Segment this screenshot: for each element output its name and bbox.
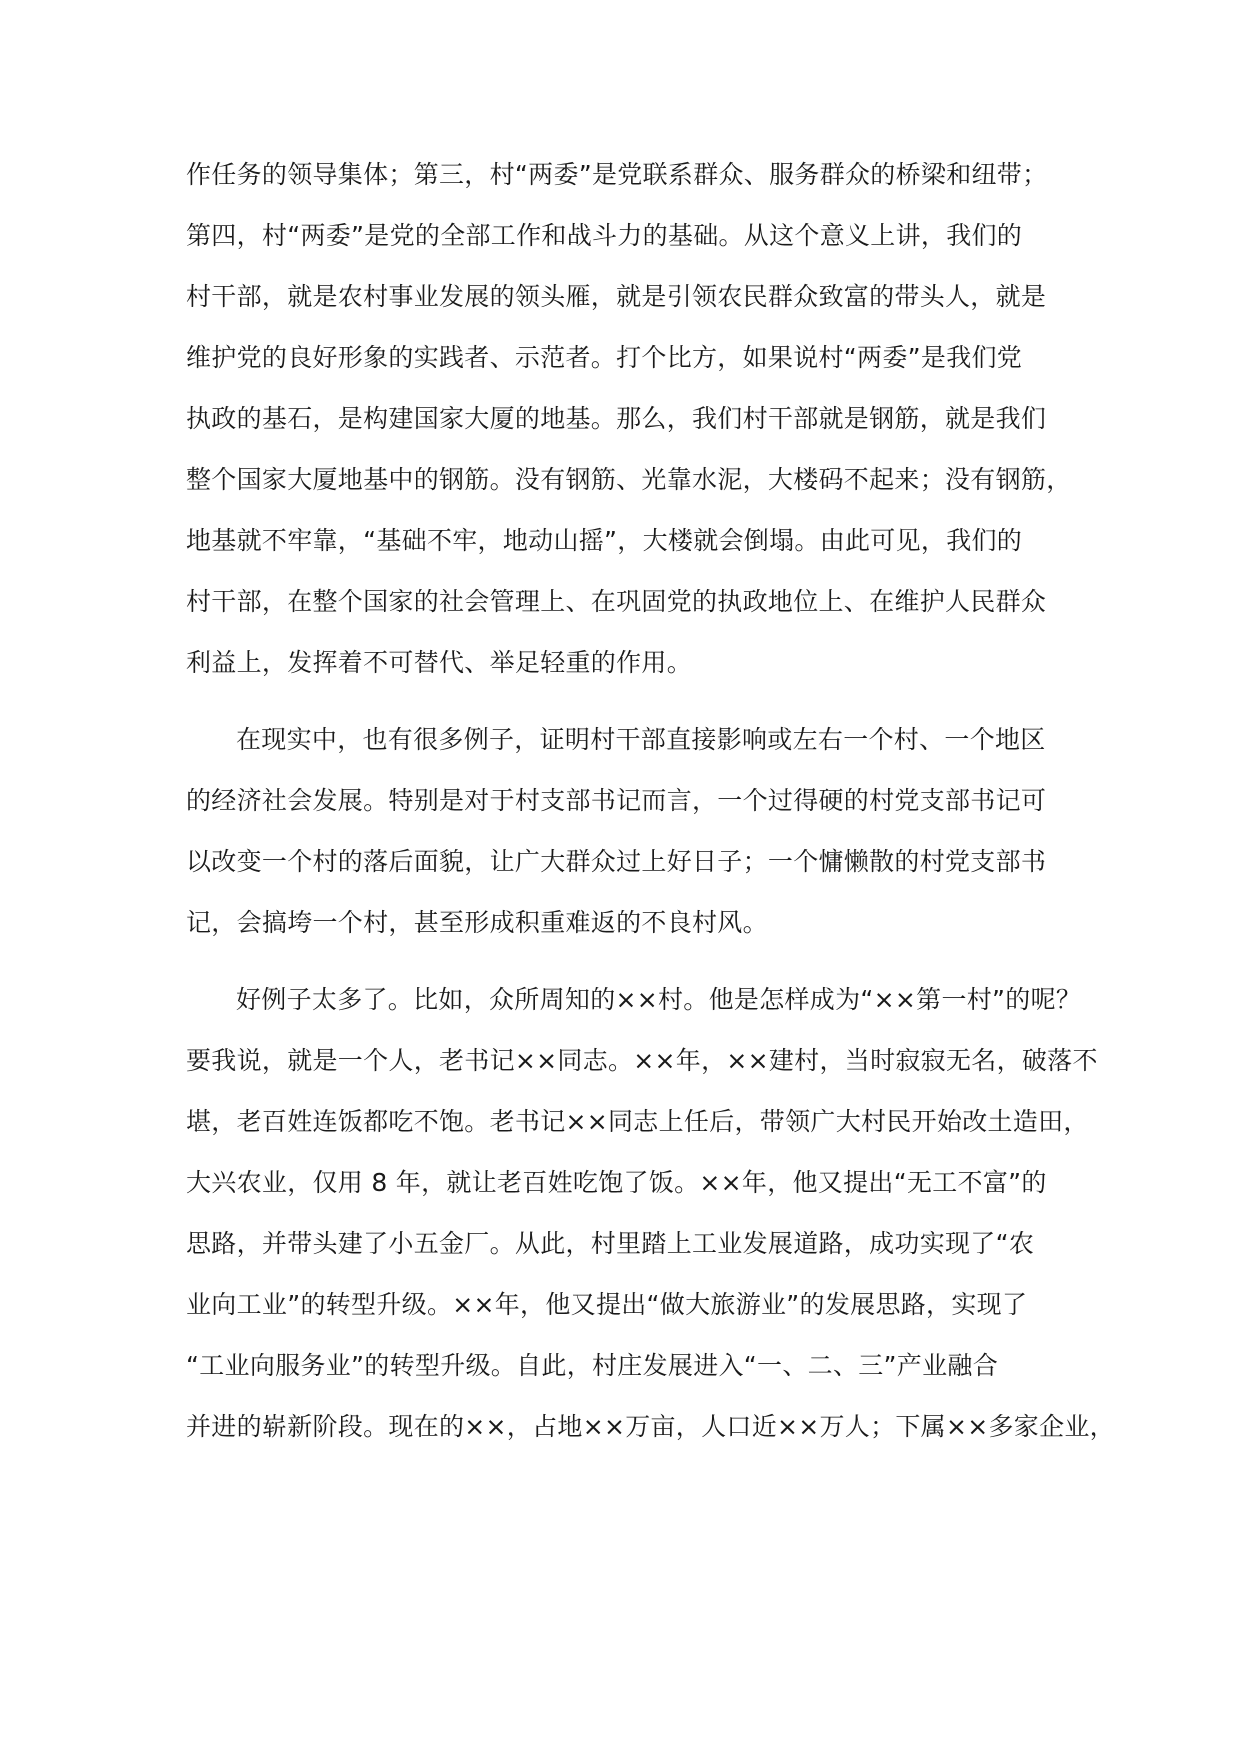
paragraph-1-line-7: 地基就不牢靠，“基础不牢，地动山摇”，大楼就会倒塌。由此可见，我们的 <box>186 526 1023 555</box>
paragraph-3-line-5: 思路，并带头建了小五金厂。从此，村里踏上工业发展道路，成功实现了“农 <box>186 1229 1035 1258</box>
paragraph-2-line-1: 在现实中，也有很多例子，证明村干部直接影响或左右一个村、一个地区 <box>236 725 1046 754</box>
paragraph-2-line-2: 的经济社会发展。特别是对于村支部书记而言，一个过得硬的村党支部书记可 <box>186 786 1047 815</box>
paragraph-3-line-3: 堪，老百姓连饭都吃不饱。老书记××同志上任后，带领广大村民开始改土造田， <box>186 1107 1089 1136</box>
paragraph-1-line-2: 第四，村“两委”是党的全部工作和战斗力的基础。从这个意义上讲，我们的 <box>186 221 1023 250</box>
paragraph-1-line-1: 作任务的领导集体；第三，村“两委”是党联系群众、服务群众的桥梁和纽带； <box>186 160 1048 189</box>
paragraph-3-line-6: 业向工业”的转型升级。××年，他又提出“做大旅游业”的发展思路，实现了 <box>186 1290 1028 1319</box>
paragraph-3-line-7: “工业向服务业”的转型升级。自此，村庄发展进入“一、二、三”产业融合 <box>186 1351 999 1380</box>
paragraph-1-line-9: 利益上，发挥着不可替代、举足轻重的作用。 <box>186 648 693 677</box>
paragraph-1-line-5: 执政的基石，是构建国家大厦的地基。那么，我们村干部就是钢筋，就是我们 <box>186 404 1047 433</box>
paragraph-1-line-8: 村干部，在整个国家的社会管理上、在巩固党的执政地位上、在维护人民群众 <box>186 587 1047 616</box>
paragraph-1-line-4: 维护党的良好形象的实践者、示范者。打个比方，如果说村“两委”是我们党 <box>186 343 1023 372</box>
paragraph-3-line-8: 并进的崭新阶段。现在的××，占地××万亩，人口近××万人；下属××多家企业， <box>186 1412 1115 1441</box>
paragraph-2-line-4: 记，会搞垮一个村，甚至形成积重难返的不良村风。 <box>186 908 768 937</box>
paragraph-3-line-1: 好例子太多了。比如，众所周知的××村。他是怎样成为“××第一村”的呢？ <box>236 985 1082 1014</box>
paragraph-3-line-2: 要我说，就是一个人，老书记××同志。××年，××建村，当时寂寂无名，破落不 <box>186 1046 1098 1075</box>
paragraph-1-line-3: 村干部，就是农村事业发展的领头雁，就是引领农民群众致富的带头人，就是 <box>186 282 1047 311</box>
paragraph-1-line-6: 整个国家大厦地基中的钢筋。没有钢筋、光靠水泥，大楼码不起来；没有钢筋， <box>186 465 1072 494</box>
paragraph-3-line-4: 大兴农业，仅用 8 年，就让老百姓吃饱了饭。××年，他又提出“无工不富”的 <box>186 1168 1047 1197</box>
paragraph-2-line-3: 以改变一个村的落后面貌，让广大群众过上好日子；一个慵懒散的村党支部书 <box>186 847 1047 876</box>
